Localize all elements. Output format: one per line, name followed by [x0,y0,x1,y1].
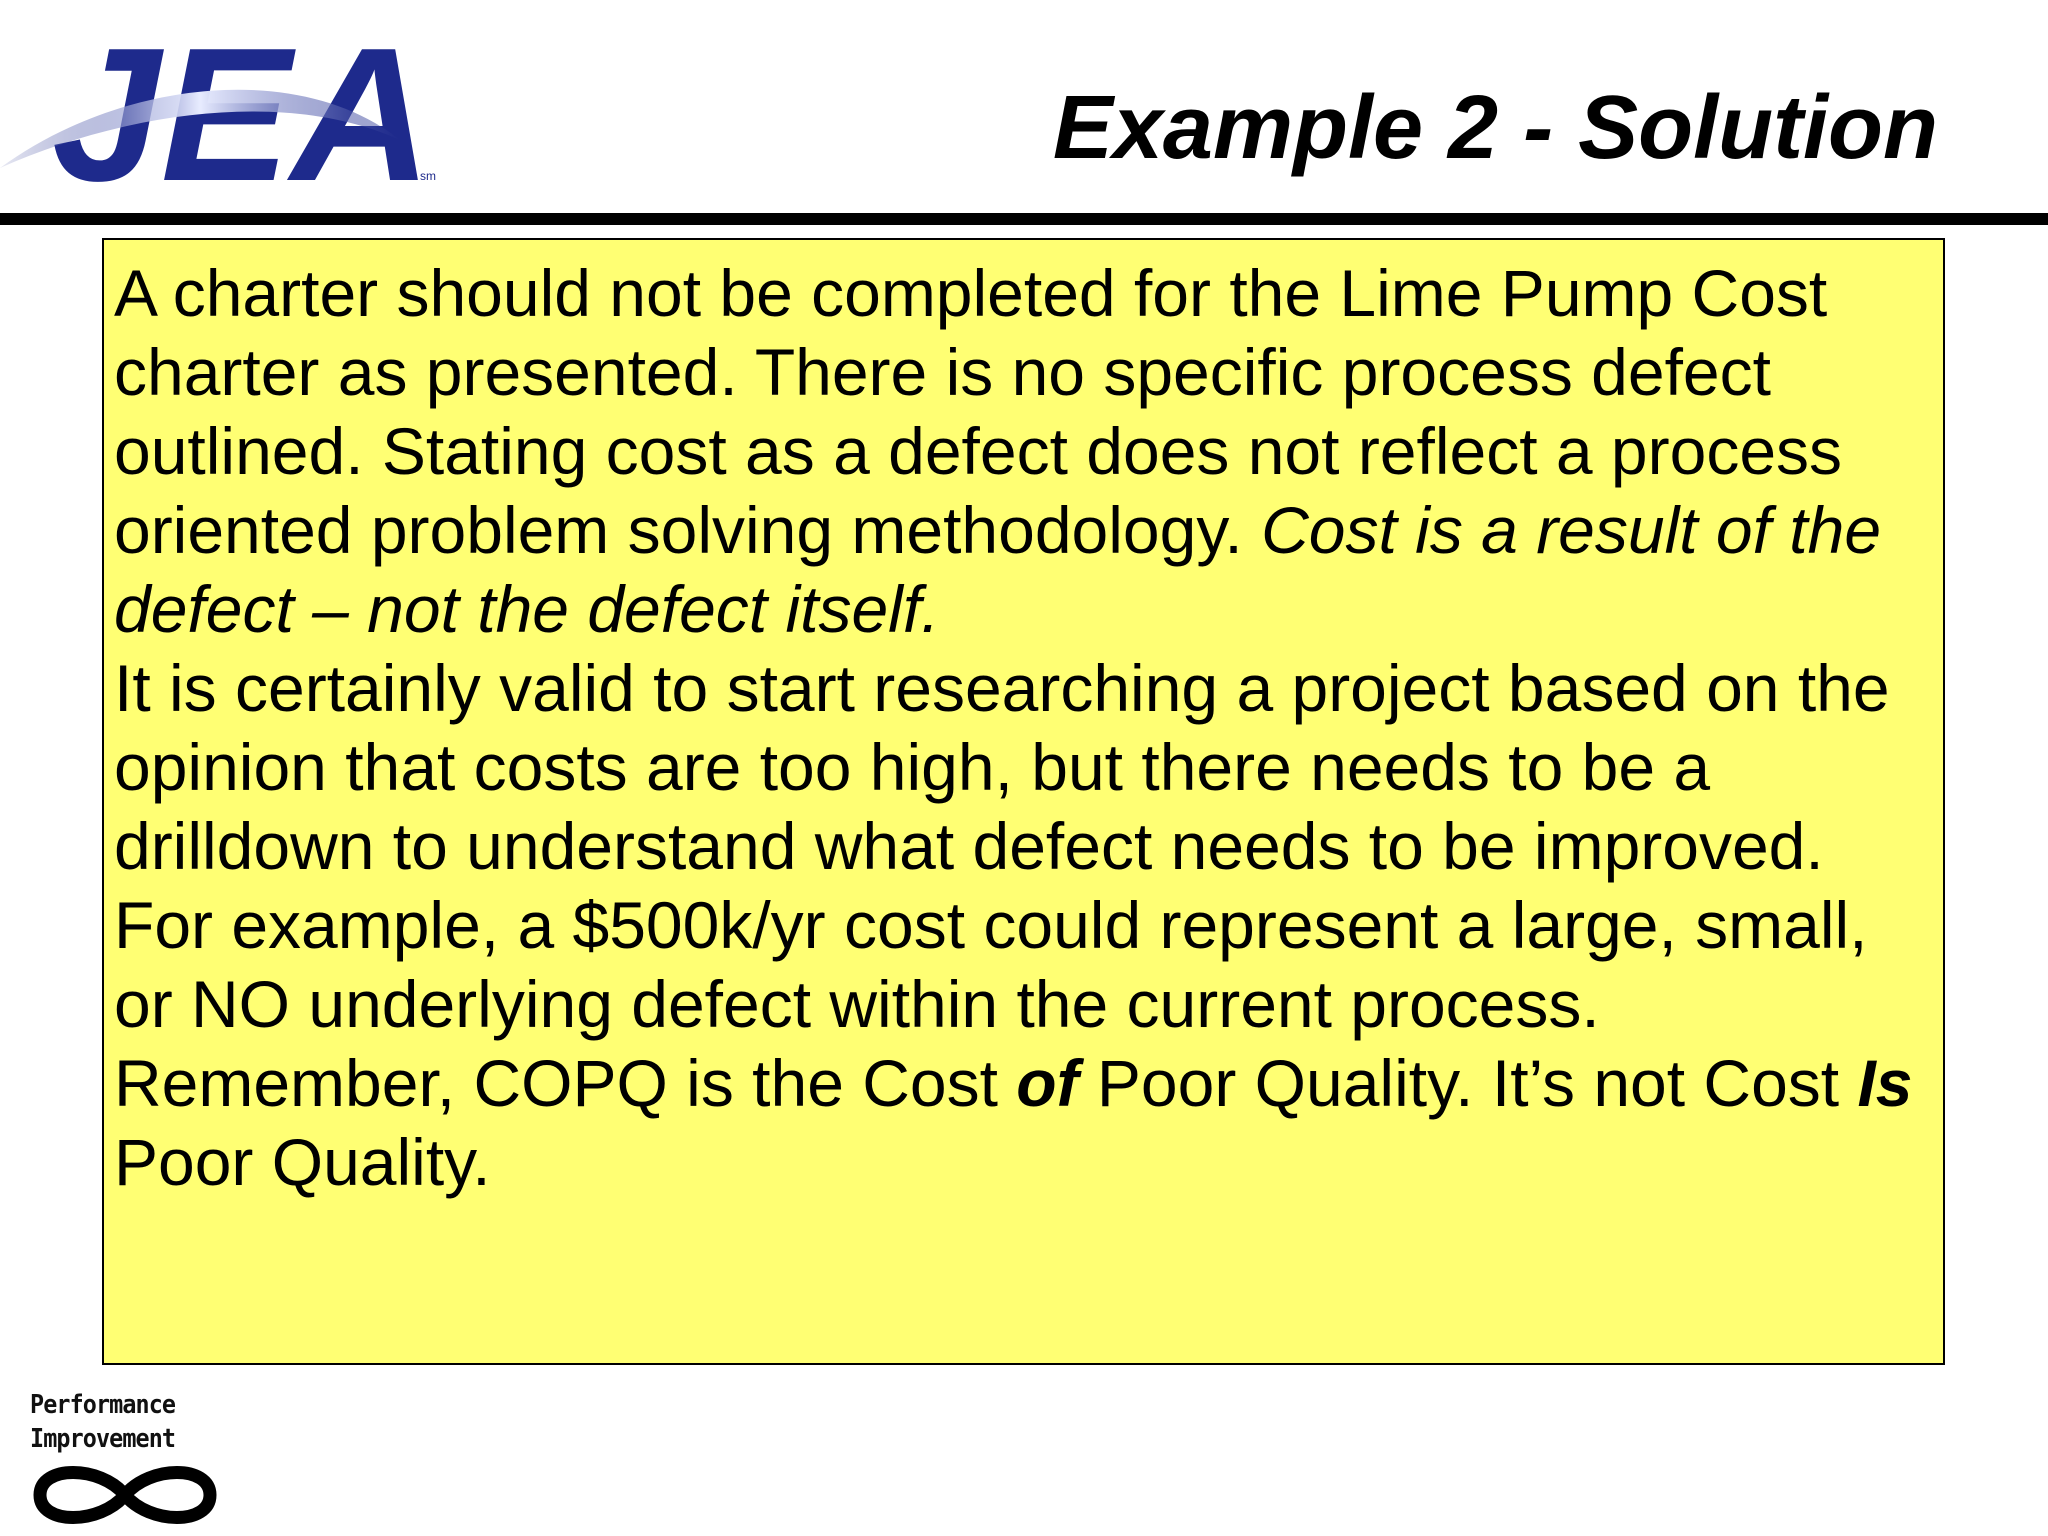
paragraph-2: It is certainly valid to start researching a project based on the opinion that costs are too high, but there needs to be a drilldown to understand what defect needs to be improved. For example, a $500k/yr cost could represent a large, small, or NO underlying defect within the current process. [114,651,1890,1041]
paragraph-3-text-b: Poor Quality. It’s not Cost [1078,1046,1858,1120]
paragraph-3-text-c: Poor Quality. [114,1125,491,1199]
solution-textbox [102,238,1945,1365]
emphasis-of: of [1016,1046,1079,1120]
svg-text:sm: sm [420,169,436,183]
jea-logo [0,20,460,200]
paragraph-3-text-a: Remember, COPQ is the Cost [114,1046,1017,1120]
paragraph-3 [114,1044,1935,1202]
performance-improvement-logo [30,1388,230,1528]
infinity-icon [30,1460,220,1530]
title-divider [0,213,2048,225]
slide-title: Example 2 - Solution [1052,78,1938,178]
paragraph-1-italic: Cost is a result of the defect – not the defect itself. [114,493,1882,646]
svg-text:JEA: JEA [52,20,432,200]
footer-line-1: Performance [30,1390,176,1420]
paragraph-1-text: A charter should not be completed for the Lime Pump Cost charter as presented. There is no specific process defect outlined. Stating cost as a defect does not reflect a process oriented problem solving methodology. [114,256,1843,567]
emphasis-is: Is [1857,1046,1913,1120]
paragraph-1 [114,254,1935,649]
footer-line-2: Improvement [30,1424,176,1454]
